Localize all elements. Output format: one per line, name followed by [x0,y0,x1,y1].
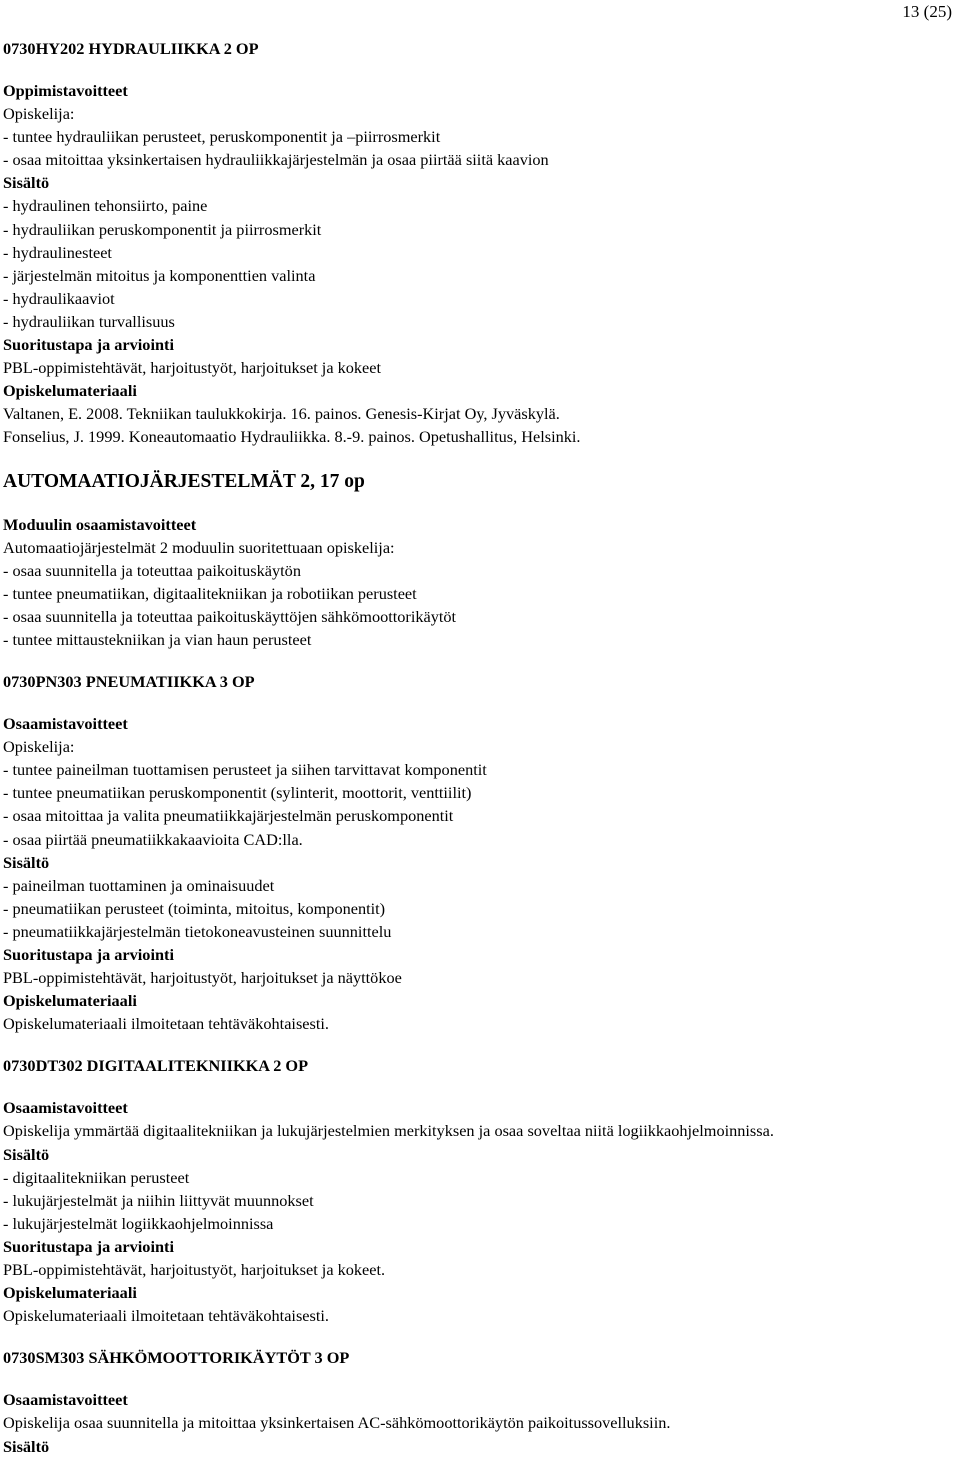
heading-objectives: Oppimistavoitteet [3,81,128,100]
list-item: - lukujärjestelmät logiikkaohjelmoinnissa [3,1213,274,1233]
student-label: Opiskelija: [3,104,75,124]
document-body [3,37,953,1458]
material-item: Valtanen, E. 2008. Tekniikan taulukkokirja. 16. painos. Genesis-Kirjat Oy, Jyväskylä. [3,404,560,424]
heading-objectives: Osaamistavoitteet [3,1390,128,1410]
method-text: PBL-oppimistehtävät, harjoitustyöt, harjoitukset ja kokeet. [3,1260,386,1280]
heading-objectives: Osaamistavoitteet [3,1098,128,1118]
heading-module-objectives: Moduulin osaamistavoitteet [3,514,197,534]
heading-content: Sisältö [3,1436,50,1456]
list-item: - tuntee pneumatiikan peruskomponentit (sylinterit, moottorit, venttiilit) [3,783,472,803]
course-hydrauliikka [3,37,953,449]
heading-method: Suoritustapa ja arviointi [3,945,174,964]
course-pneumatiikka [3,670,953,1035]
list-item: - paineilman tuottaminen ja ominaisuudet [3,875,275,895]
heading-method: Suoritustapa ja arviointi [3,335,174,355]
method-text: PBL-oppimistehtävät, harjoitustyöt, harjoitukset ja näyttökoe [3,968,402,988]
list-item: - osaa suunnitella ja toteuttaa paikoituskäytön [3,560,301,580]
course-title: 0730SM303 SÄHKÖMOOTTORIKÄYTÖT 3 OP [3,1348,350,1368]
module-automaatiojarjestelmat [3,469,953,652]
course-title: 0730PN303 PNEUMATIIKKA 3 OP [3,672,255,692]
heading-content: Sisältö [3,1144,50,1164]
heading-objectives: Osaamistavoitteet [3,714,128,734]
list-item: - pneumatiikkajärjestelmän tietokoneavusteinen suunnittelu [3,921,392,941]
list-item: - hydrauliikan peruskomponentit ja piirrosmerkit [3,219,322,239]
list-item: - osaa mitoittaa yksinkertaisen hydrauliikkajärjestelmän ja osaa piirtää siitä kaavion [3,150,549,170]
student-label: Opiskelija: [3,737,75,757]
heading-content: Sisältö [3,173,50,193]
list-item: - tuntee mittaustekniikan ja vian haun perusteet [3,629,312,649]
objective-text: Opiskelija osaa suunnitella ja mitoittaa yksinkertaisen AC-sähkömoottorikäytön paikoitussovelluksiin. [3,1413,671,1433]
list-item: - lukujärjestelmät ja niihin liittyvät muunnokset [3,1190,314,1210]
list-item: - osaa mitoittaa ja valita pneumatiikkajärjestelmän peruskomponentit [3,806,454,826]
heading-content: Sisältö [3,852,50,872]
objective-text: Opiskelija ymmärtää digitaalitekniikan ja lukujärjestelmien merkityksen ja osaa soveltaa niitä logiikkaohjelmoinnissa. [3,1121,774,1141]
list-item: - hydraulikaaviot [3,288,115,308]
module-intro: Automaatiojärjestelmät 2 moduulin suoritettuaan opiskelija: [3,537,395,557]
material-text: Opiskelumateriaali ilmoitetaan tehtäväkohtaisesti. [3,1014,329,1034]
list-item: - hydraulinen tehonsiirto, paine [3,196,208,216]
material-item: Fonselius, J. 1999. Koneautomaatio Hydrauliikka. 8.-9. painos. Opetushallitus, Helsinki. [3,427,581,447]
list-item: - pneumatiikan perusteet (toiminta, mitoitus, komponentit) [3,898,386,918]
list-item: - järjestelmän mitoitus ja komponenttien valinta [3,265,316,285]
heading-material: Opiskelumateriaali [3,381,137,401]
list-item: - digitaalitekniikan perusteet [3,1167,190,1187]
course-digitaalitekniikka [3,1054,953,1327]
list-item: - osaa suunnitella ja toteuttaa paikoituskäyttöjen sähkömoottorikäytöt [3,606,457,626]
list-item: - osaa piirtää pneumatiikkakaavioita CAD:lla. [3,829,303,849]
heading-method: Suoritustapa ja arviointi [3,1236,174,1256]
course-title: 0730DT302 DIGITAALITEKNIIKKA 2 OP [3,1056,309,1076]
material-text: Opiskelumateriaali ilmoitetaan tehtäväkohtaisesti. [3,1306,329,1326]
heading-material: Opiskelumateriaali [3,1283,137,1303]
method-text: PBL-oppimistehtävät, harjoitustyöt, harjoitukset ja kokeet [3,358,382,378]
list-item: - tuntee hydrauliikan perusteet, peruskomponentit ja –piirrosmerkit [3,127,441,147]
page-number: 13 (25) [902,2,952,21]
list-item: - hydrauliikan turvallisuus [3,311,175,331]
course-sahkomoottorikaytot [3,1346,953,1457]
course-title: 0730HY202 HYDRAULIIKKA 2 OP [3,39,259,58]
list-item: - tuntee paineilman tuottamisen perusteet ja siihen tarvittavat komponentit [3,760,487,780]
heading-material: Opiskelumateriaali [3,991,137,1011]
module-title: AUTOMAATIOJÄRJESTELMÄT 2, 17 op [3,470,365,492]
list-item: - tuntee pneumatiikan, digitaalitekniikan ja robotiikan perusteet [3,583,417,603]
list-item: - hydraulinesteet [3,242,112,262]
